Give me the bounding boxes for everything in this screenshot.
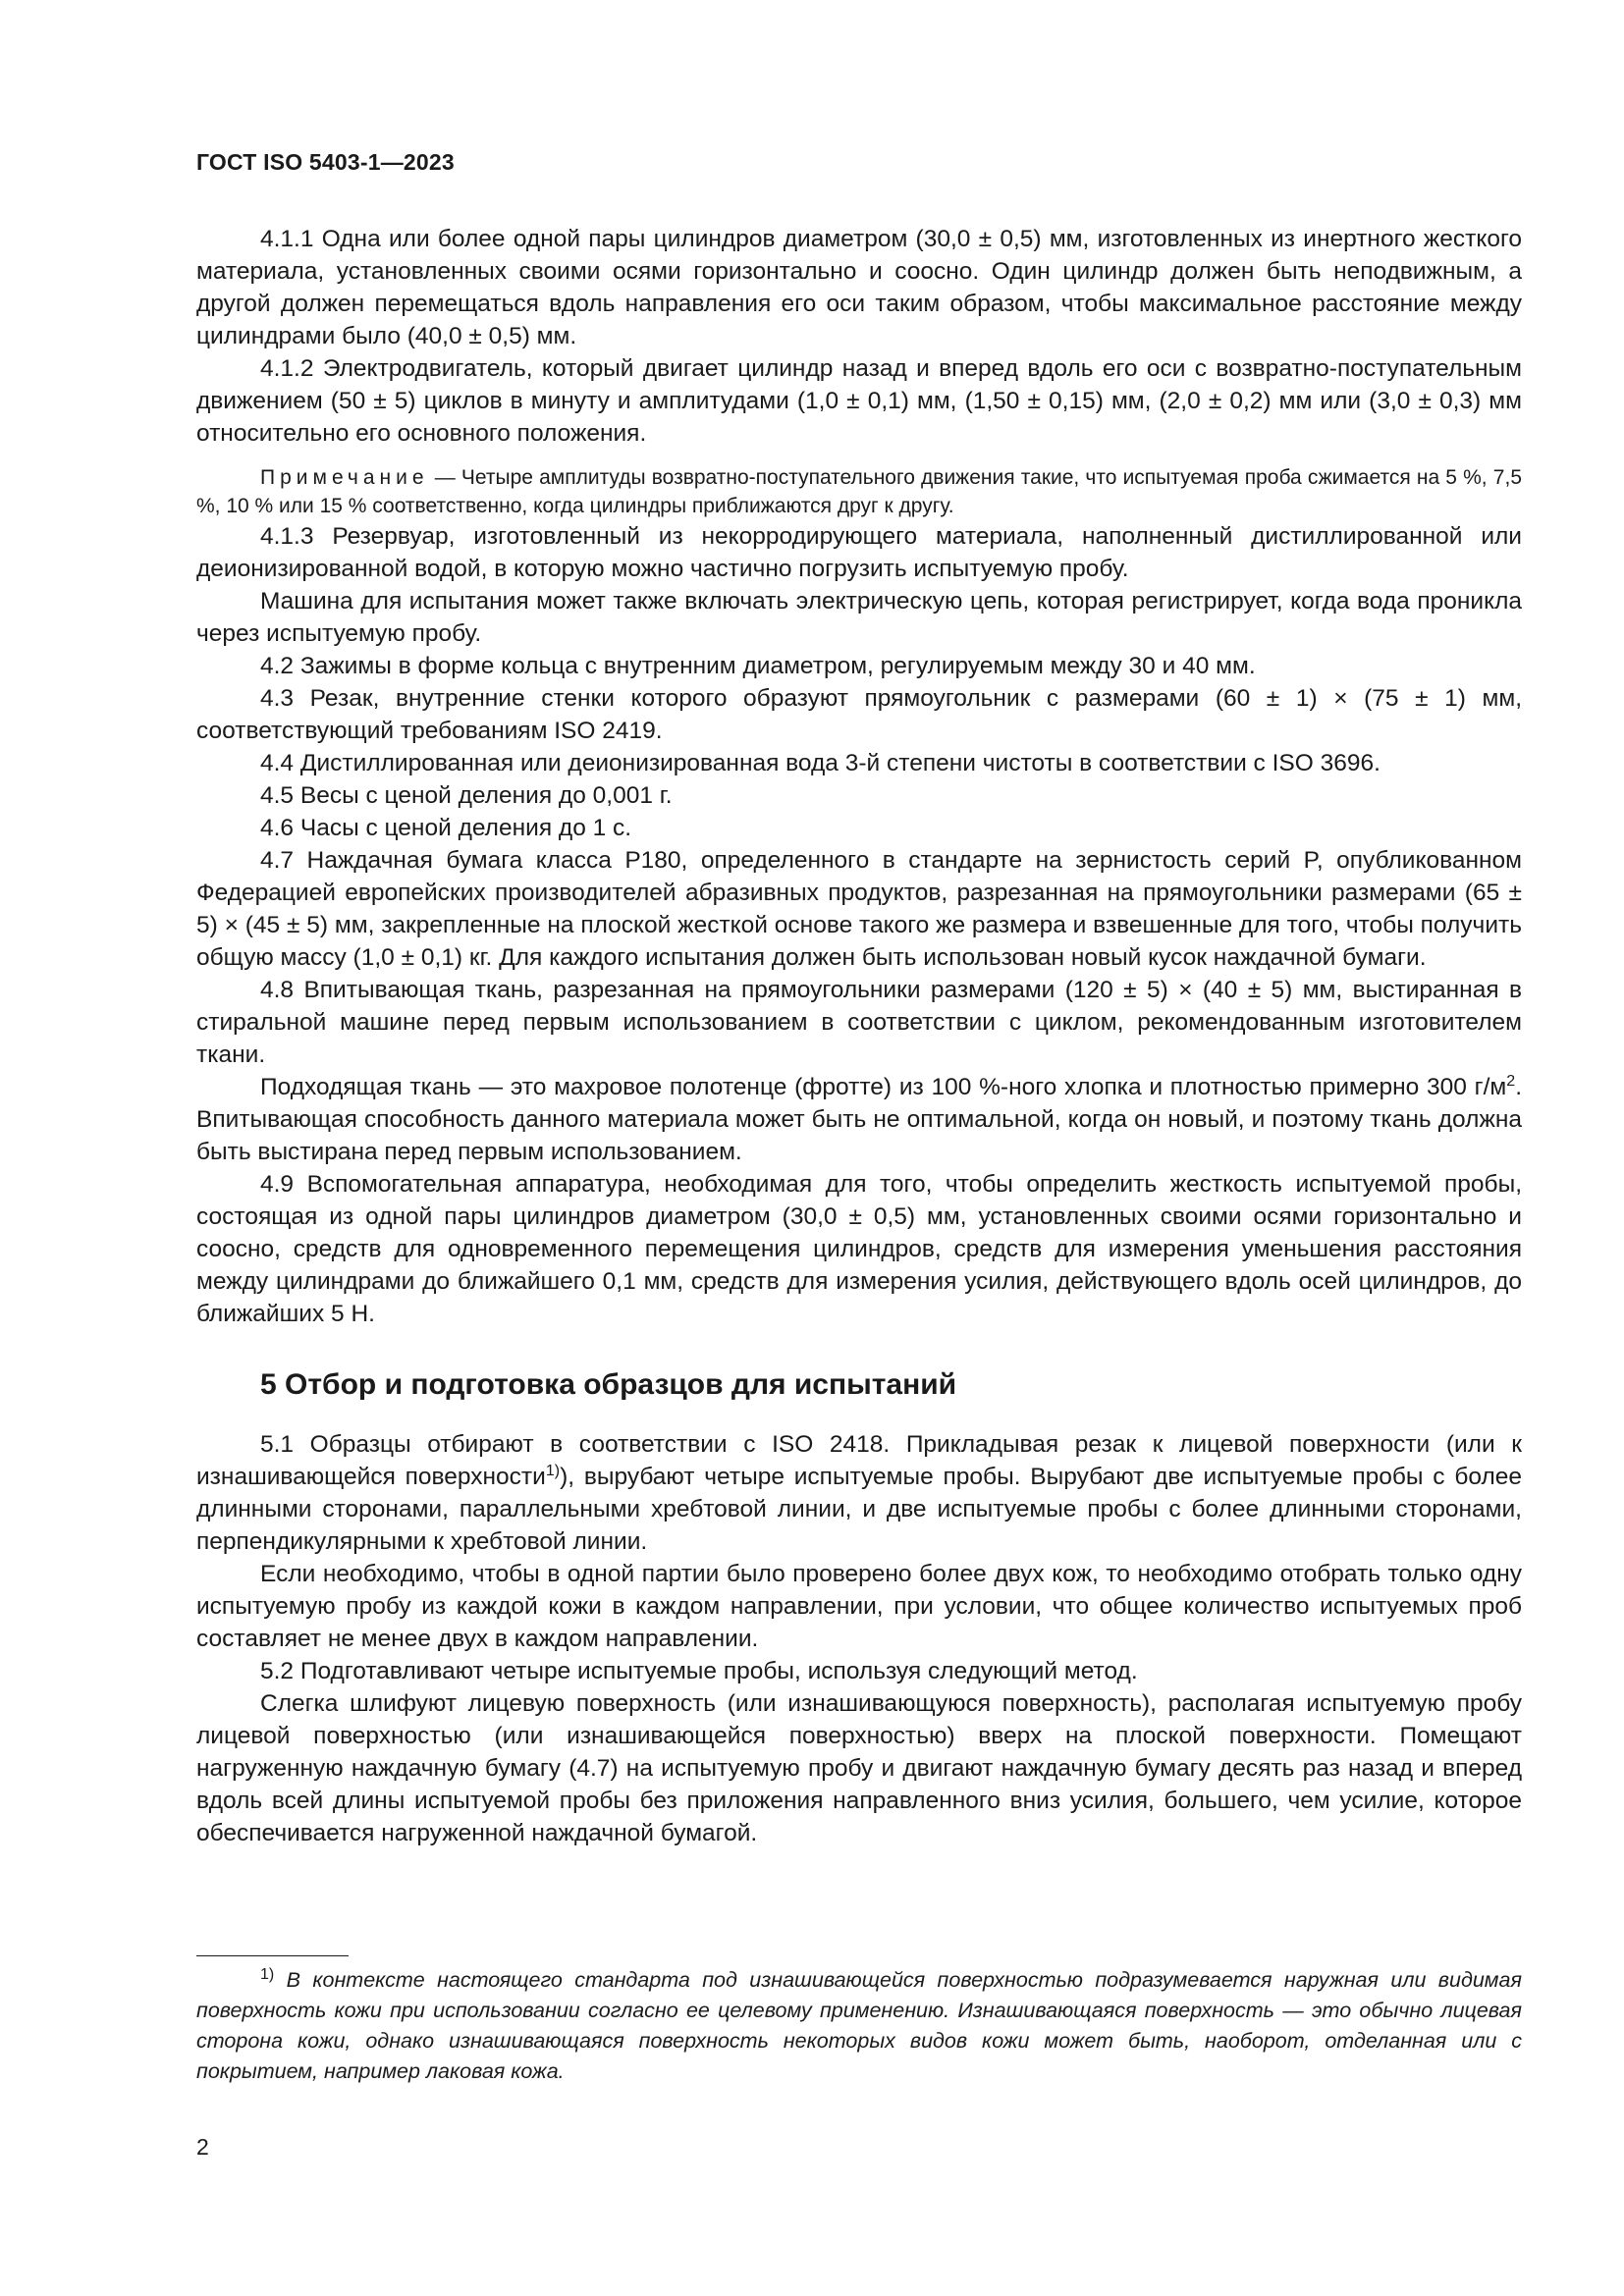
fabric-text-a: Подходящая ткань — это махровое полотенце (фротте) из 100 %-ного хлопка и плотностью примерно 300 г/м xyxy=(260,1074,1507,1100)
paragraph-4-5: 4.5 Весы с ценой деления до 0,001 г. xyxy=(260,782,673,809)
paragraph-4-1-3: 4.1.3 Резервуар, изготовленный из некорродирующего материала, наполненный дистиллированной или деионизированной водой, в которую можно частично погрузить испытуемую пробу. xyxy=(196,523,1522,582)
document-body xyxy=(196,223,1522,1849)
paragraph-machine: Машина для испытания может также включать электрическую цепь, которая регистрирует, когда вода проникла через испытуемую пробу. xyxy=(196,588,1522,647)
footnote-paragraph xyxy=(196,1965,1522,2087)
footnote-mark: 1) xyxy=(260,1965,275,1983)
document-code-header: ГОСТ ISO 5403-1—2023 xyxy=(196,149,455,175)
note-label: Примечание xyxy=(260,466,429,489)
paragraph-4-3: 4.3 Резак, внутренние стенки которого образуют прямоугольник с размерами (60 ± 1) × (75 ± 1) мм, соответствующий требованиям ISO 2419. xyxy=(196,685,1522,744)
footnote-separator xyxy=(196,1955,349,1956)
paragraph-5-1 xyxy=(196,1428,1522,1558)
paragraph-multiple-hides: Если необходимо, чтобы в одной партии было проверено более двух кож, то необходимо отобрать только одну испытуемую пробу из каждой кожи в каждом направлении, при условии, что общее количество испытуемых проб составляет не менее двух в каждом направлении. xyxy=(196,1561,1522,1652)
footnote xyxy=(196,1965,1522,2087)
paragraph-4-4: 4.4 Дистиллированная или деионизированная вода 3-й степени чистоты в соответствии с ISO 3696. xyxy=(260,750,1380,776)
paragraph-4-2: 4.2 Зажимы в форме кольца с внутренним диаметром, регулируемым между 30 и 40 мм. xyxy=(260,653,1256,679)
p5-1-text-b: ), вырубают четыре испытуемые пробы. Вырубают две испытуемые пробы с более длинными сторонами, параллельными хребтовой линии, и две испытуемые пробы с более длинными сторонами, перпендикулярными к хребтовой линии. xyxy=(196,1464,1522,1555)
fabric-text-b: . Впитывающая способность данного материала может быть не оптимальной, когда он новый, и поэтому ткань должна быть выстирана перед первым использованием. xyxy=(196,1074,1522,1165)
footnote-text: В контексте настоящего стандарта под изнашивающейся поверхностью подразумевается наружная или видимая поверхность кожи при использовании согласно ее целевому применению. Изнашивающаяся поверхность — это обычно лицевая сторона кожи, однако изнашивающаяся поверхность некоторых видов кожи может быть, наоборот, отделанная или с покрытием, например лаковая кожа. xyxy=(196,1968,1522,2083)
page-number: 2 xyxy=(196,2134,209,2160)
paragraph-5-2: 5.2 Подготавливают четыре испытуемые пробы, используя следующий метод. xyxy=(260,1658,1138,1684)
fabric-superscript: 2 xyxy=(1506,1072,1516,1090)
p5-1-text-a: 5.1 Образцы отбирают в соответствии с ISO 2418. Прикладывая резак к лицевой поверхности (или к изнашивающейся поверхности xyxy=(196,1431,1522,1490)
paragraph-4-1-1: 4.1.1 Одна или более одной пары цилиндров диаметром (30,0 ± 0,5) мм, изготовленных из инертного жесткого материала, установленных своими осями горизонтально и соосно. Один цилиндр должен быть неподвижным, а другой должен перемещаться вдоль направления его оси таким образом, чтобы максимальное расстояние между цилиндрами было (40,0 ± 0,5) мм. xyxy=(196,226,1522,349)
note xyxy=(196,463,1522,520)
paragraph-4-1-2: 4.1.2 Электродвигатель, который двигает цилиндр назад и вперед вдоль его оси с возвратно-поступательным движением (50 ± 5) циклов в минуту и амплитудами (1,0 ± 0,1) мм, (1,50 ± 0,15) мм, (2,0 ± 0,2) мм или (3,0 ± 0,3) мм относительно его основного положения. xyxy=(196,355,1522,447)
section-5-heading: 5 Отбор и подготовка образцов для испытаний xyxy=(260,1368,957,1401)
footnote-reference[interactable]: 1) xyxy=(545,1462,561,1479)
paragraph-4-8: 4.8 Впитывающая ткань, разрезанная на прямоугольники размерами (120 ± 5) × (40 ± 5) мм, выстиранная в стиральной машине перед первым использованием в соответствии с циклом, рекомендованным изготовителем ткани. xyxy=(196,977,1522,1068)
paragraph-sanding: Слегка шлифуют лицевую поверхность (или изнашивающуюся поверхность), располагая испытуемую пробу лицевой поверхностью (или изнашивающейся поверхностью) вверх на плоской поверхности. Помещают нагруженную наждачную бумагу (4.7) на испытуемую пробу и двигают наждачную бумагу десять раз назад и вперед вдоль всей длины испытуемой пробы без приложения направленного вниз усилия, большего, чем усилие, которое обеспечивается нагруженной наждачной бумагой. xyxy=(196,1690,1522,1846)
paragraph-4-7: 4.7 Наждачная бумага класса P180, определенного в стандарте на зернистость серий P, опубликованном Федерацией европейских производителей абразивных продуктов, разрезанная на прямоугольники размерами (65 ± 5) × (45 ± 5) мм, закрепленные на плоской жесткой основе такого же размера и взвешенные для того, чтобы получить общую массу (1,0 ± 0,1) кг. Для каждого испытания должен быть использован новый кусок наждачной бумаги. xyxy=(196,847,1522,971)
note-text: — Четыре амплитуды возвратно-поступательного движения такие, что испытуемая проба сжимается на 5 %, 7,5 %, 10 % или 15 % соответственно, когда цилиндры приближаются друг к другу. xyxy=(196,466,1522,517)
paragraph-fabric xyxy=(196,1071,1522,1168)
paragraph-4-9: 4.9 Вспомогательная аппаратура, необходимая для того, чтобы определить жесткость испытуемой пробы, состоящая из одной пары цилиндров диаметром (30,0 ± 0,5) мм, установленных своими осями горизонтально и соосно, средств для одновременного перемещения цилиндров, средств для измерения уменьшения расстояния между цилиндрами до ближайшего 0,1 мм, средств для измерения усилия, действующего вдоль осей цилиндров, до ближайших 5 Н. xyxy=(196,1171,1522,1327)
paragraph-4-6: 4.6 Часы с ценой деления до 1 с. xyxy=(260,815,632,841)
